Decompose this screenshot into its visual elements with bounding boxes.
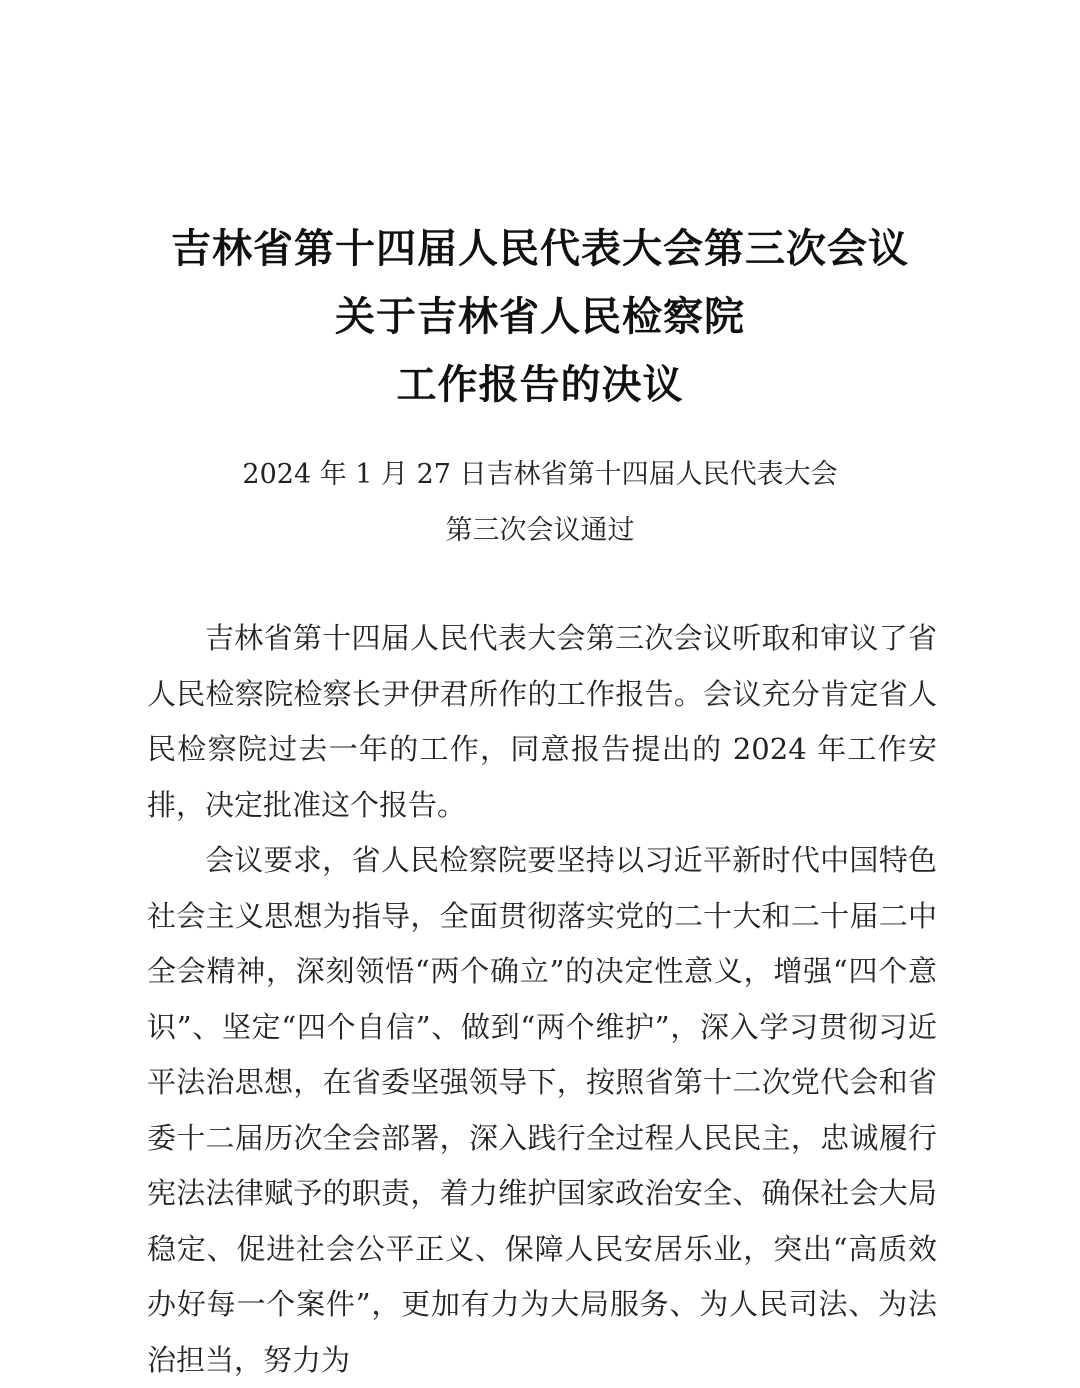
title-line-2: 关于吉林省人民检察院 [335,293,745,340]
title-line-1: 吉林省第十四届人民代表大会第三次会议 [171,225,909,272]
document-body [147,611,937,1388]
document-subtitle [0,447,1080,559]
subtitle-line-2: 第三次会议通过 [445,515,635,546]
paragraph-1: 吉林省第十四届人民代表大会第三次会议听取和审议了省人民检察院检察长尹伊君所作的工作报告。会议充分肯定省人民检察院过去一年的工作，同意报告提出的 2024 年工作安排，决定批准这个报告。 [147,621,937,822]
subtitle-line-1: 2024 年 1 月 27 日吉林省第十四届人民代表大会 [242,459,838,490]
title-line-3: 工作报告的决议 [396,361,684,408]
document-title [0,215,1080,419]
paragraph-2: 会议要求，省人民检察院要坚持以习近平新时代中国特色社会主义思想为指导，全面贯彻落实党的二十大和二十届二中全会精神，深刻领悟“两个确立”的决定性意义，增强“四个意识”、坚定“四个自信”、做到“两个维护”，深入学习贯彻习近平法治思想，在省委坚强领导下，按照省第十二次党代会和省委十二届历次全会部署，深入践行全过程人民民主，忠诚履行宪法法律赋予的职责，着力维护国家政治安全、确保社会大局稳定、促进社会公平正义、保障人民安居乐业，突出“高质效办好每一个案件”，更加有力为大局服务、为人民司法、为法治担当，努力为 [147,843,937,1377]
